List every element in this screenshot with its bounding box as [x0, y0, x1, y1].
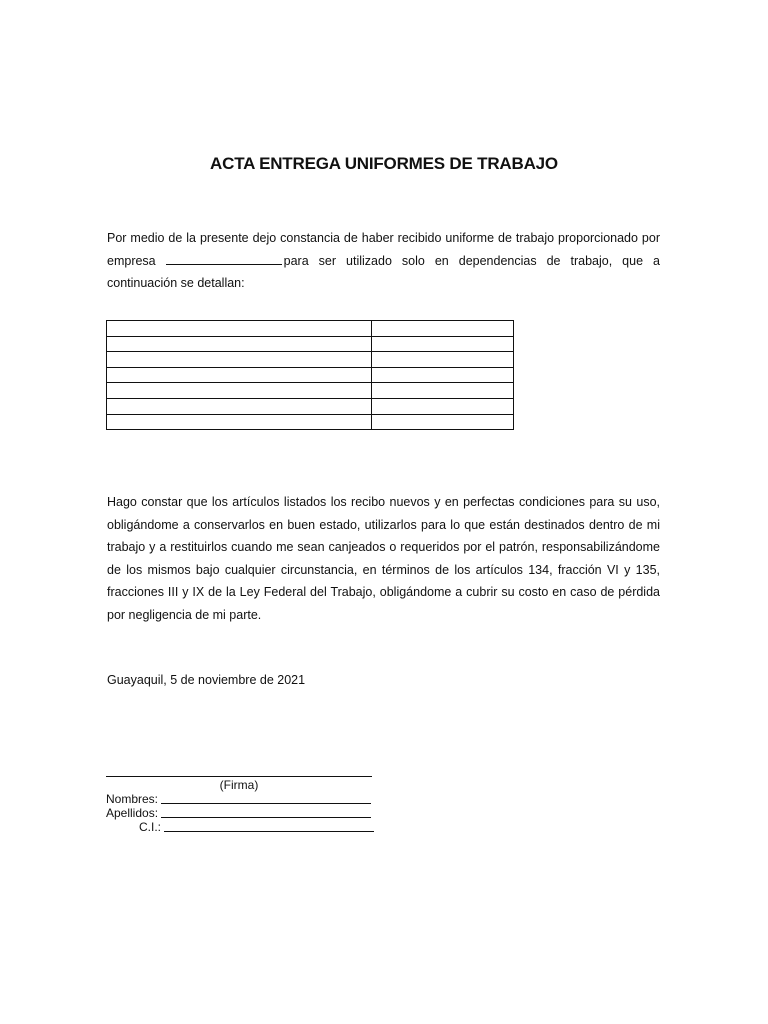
place-date: Guayaquil, 5 de noviembre de 2021 [107, 673, 306, 687]
quantity-cell [372, 336, 514, 352]
quantity-cell [372, 383, 514, 399]
item-cell [107, 336, 372, 352]
table-row [107, 336, 514, 352]
item-cell [107, 414, 372, 430]
quantity-cell [372, 414, 514, 430]
id-blank-line [164, 831, 374, 832]
company-blank-line [166, 254, 282, 265]
item-cell [107, 383, 372, 399]
items-table-body [107, 321, 514, 430]
table-row [107, 352, 514, 368]
item-cell [107, 321, 372, 337]
signature-block [106, 764, 376, 834]
table-row [107, 321, 514, 337]
intro-text-end: para ser utilizado solo en dependencias de trabajo, que a continuación se detallan: [107, 253, 660, 291]
names-blank-line [161, 803, 371, 804]
table-row [107, 398, 514, 414]
signature-caption: (Firma) [219, 778, 259, 792]
item-cell [107, 398, 372, 414]
id-row [106, 820, 376, 834]
quantity-cell [372, 367, 514, 383]
table-row [107, 414, 514, 430]
names-label: Nombres: [106, 792, 159, 806]
declaration-paragraph: Hago constar que los artículos listados los recibo nuevos y en perfectas condiciones para su uso, obligándome a conservarlos en buen estado, utilizarlos para lo que están destinados dentro de mi trabajo y a restituirlos cuando me sean canjeados o requeridos por el patrón, responsabilizándome de los mismos bajo cualquier circunstancia, en términos de los artículos 134, fracción VI y 135, fracciones III y IX de la Ley Federal del Trabajo, obligándome a cubrir su costo en caso de pérdida por negligencia de mi parte. [107, 495, 660, 622]
intro-text-start: Por medio de la presente dejo constancia de haber recibido uniforme de trabajo proporcionado por empresa [107, 231, 660, 268]
items-table [106, 320, 514, 430]
surnames-label: Apellidos: [106, 806, 159, 820]
item-cell [107, 367, 372, 383]
item-cell [107, 352, 372, 368]
quantity-cell [372, 321, 514, 337]
quantity-cell [372, 398, 514, 414]
signature-line [106, 764, 372, 777]
intro-paragraph [107, 227, 660, 295]
surnames-blank-line [161, 817, 371, 818]
id-label: C.I.: [139, 820, 162, 834]
table-row [107, 367, 514, 383]
names-row [106, 792, 376, 806]
document-title: ACTA ENTREGA UNIFORMES DE TRABAJO [210, 154, 558, 173]
quantity-cell [372, 352, 514, 368]
surnames-row [106, 806, 376, 820]
table-row [107, 383, 514, 399]
